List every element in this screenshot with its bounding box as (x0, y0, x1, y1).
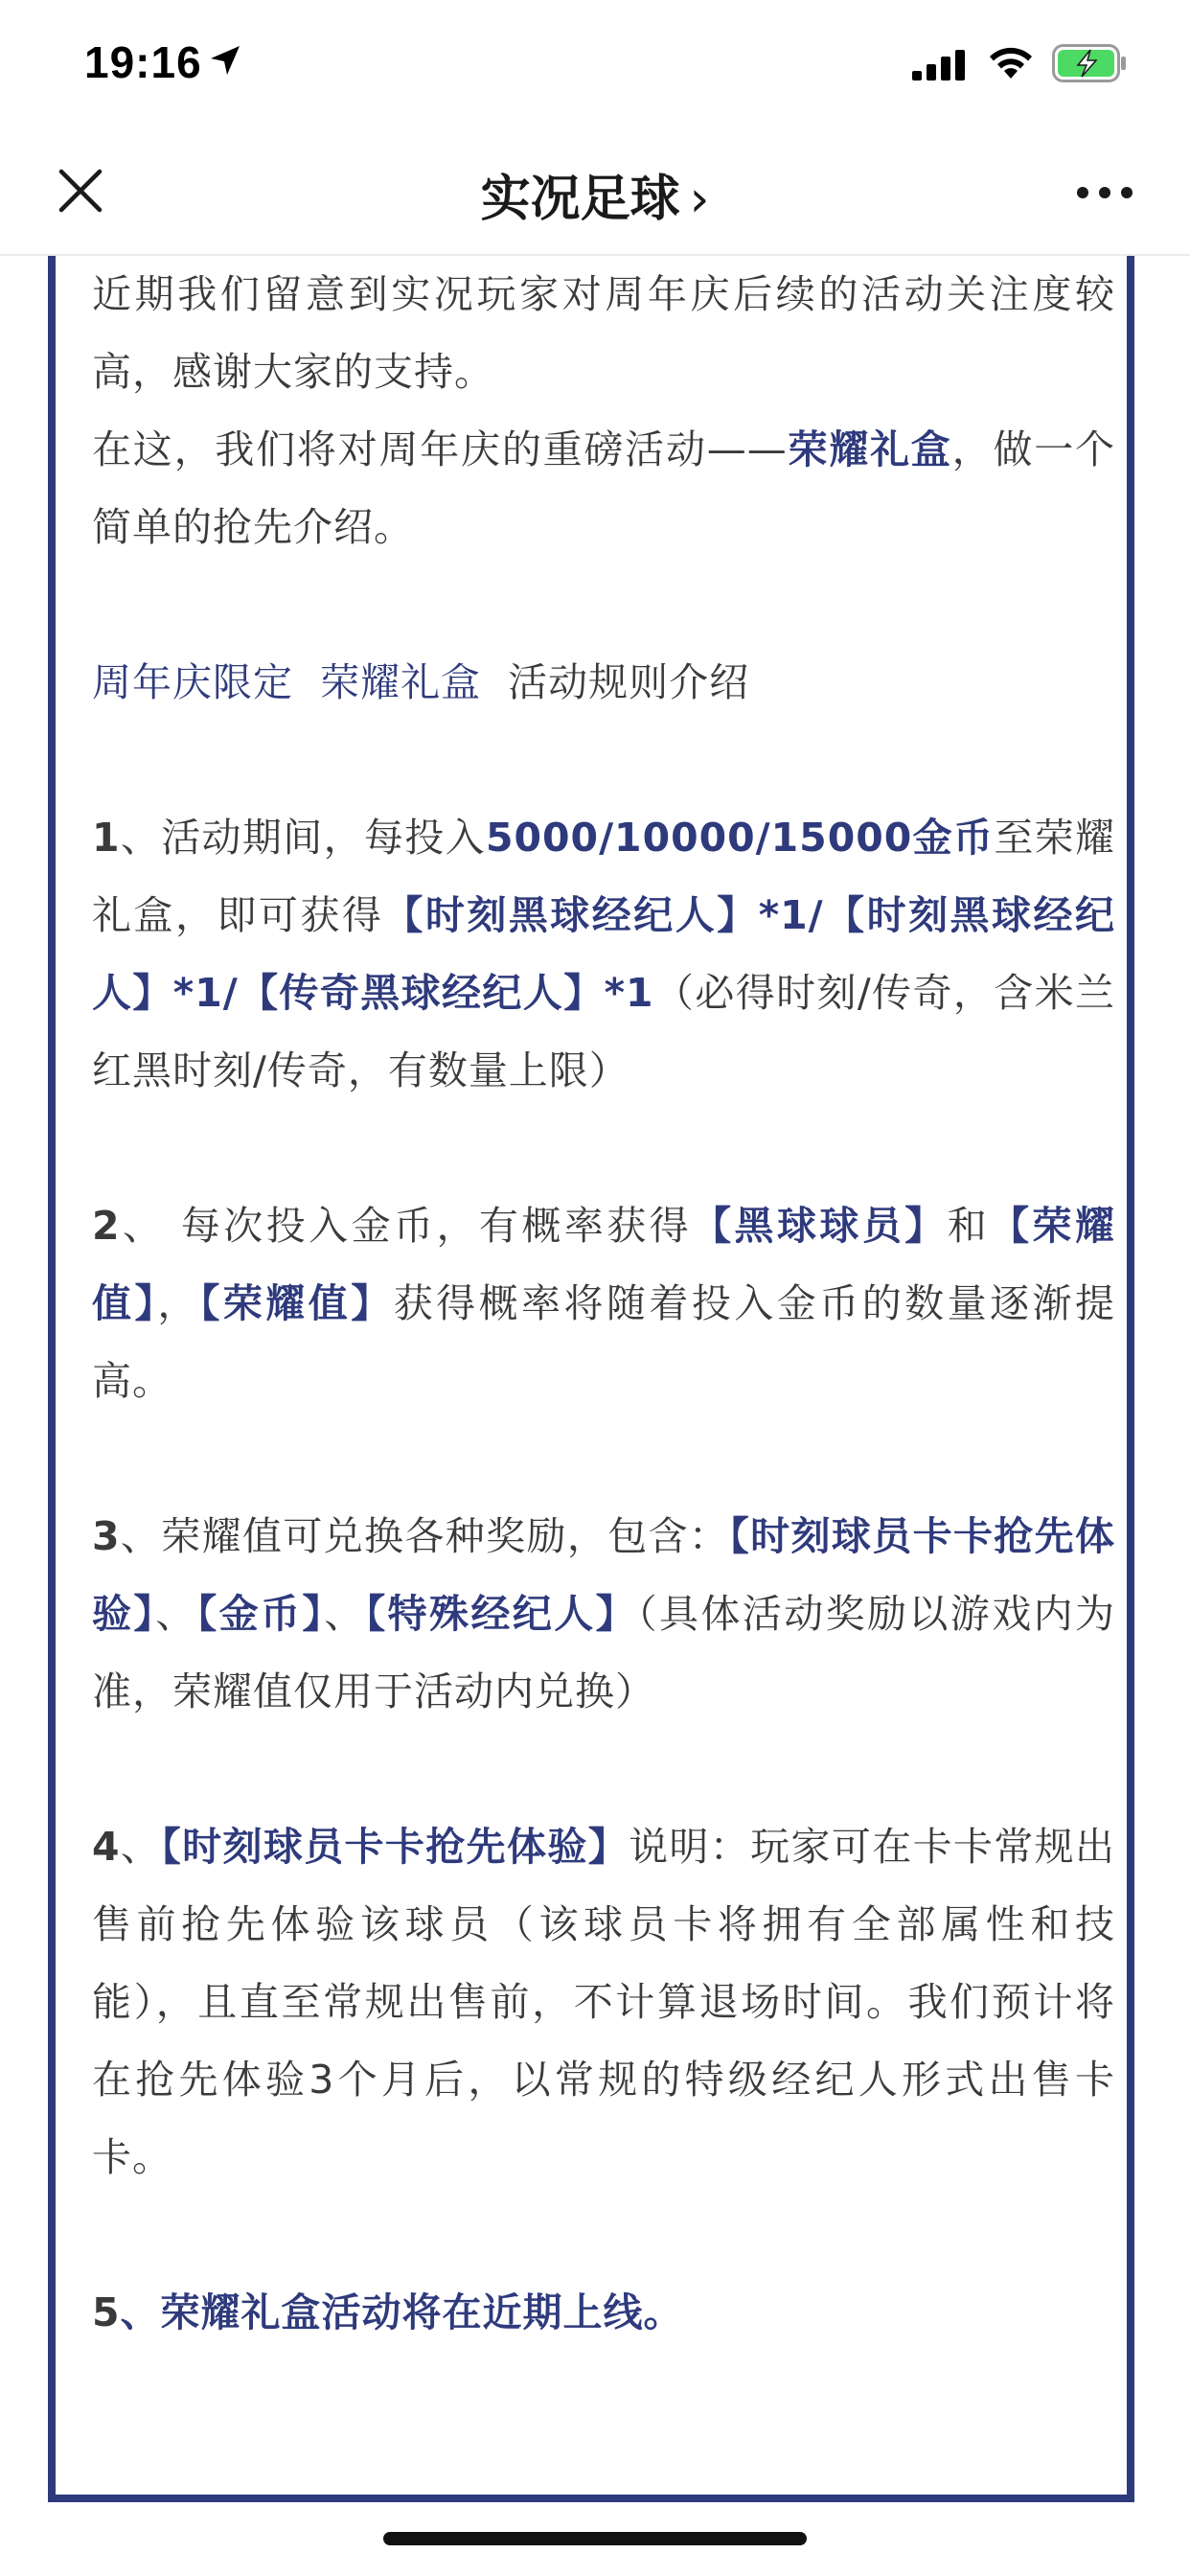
rule-text: 、 (120, 1824, 162, 1870)
rule-text: 至荣耀礼盒，即可获得 (92, 815, 1116, 938)
location-arrow-icon (209, 44, 241, 77)
heading-rules: 活动规则介绍 (508, 659, 750, 705)
rule-text: 、荣耀值可兑换各种奖励，包含： (120, 1513, 730, 1559)
rule-highlight: 【时刻球员卡卡抢先体验】 (161, 1824, 629, 1870)
intro-text: ，做一个简单的抢先介绍。 (92, 426, 1116, 550)
rule-highlight: 【黑球球员】 (692, 1203, 948, 1249)
rule-1 (92, 799, 1115, 1110)
rule-highlight: 【时刻黑球经纪人】*1/【时刻黑球经纪人】*1/【传奇黑球经纪人】*1 (92, 892, 1116, 1016)
rule-3 (92, 1498, 1115, 1731)
rule-number: 1 (92, 815, 121, 861)
rule-2 (92, 1187, 1115, 1420)
rule-number: 5 (92, 2289, 121, 2335)
article-frame (48, 256, 1134, 2502)
page-title: 实况足球 (480, 171, 680, 228)
rule-number: 2 (92, 1203, 121, 1249)
battery-charging-icon (1052, 44, 1129, 82)
intro-text: 在这，我们将对周年庆的重磅活动—— (92, 426, 788, 472)
rule-text: 获得概率将随着投入金币的数量逐渐提高。 (92, 1280, 1116, 1404)
more-icon[interactable] (1075, 185, 1134, 200)
rule-highlight: 【特殊经纪人】 (365, 1591, 638, 1637)
rule-text: 、 (155, 1591, 197, 1637)
rule-text: （必得时刻/传奇，含米兰红黑时刻/传奇，有数量上限） (92, 970, 1115, 1093)
rule-5 (92, 2274, 1115, 2352)
rule-text: （具体活动奖励以游戏内为准，荣耀值仅用于活动内兑换） (92, 1591, 1116, 1714)
rule-highlight: 【荣耀值】 (92, 1203, 1115, 1326)
rule-text: 、活动期间，每投入 (120, 815, 486, 861)
intro-paragraph-1: 近期我们留意到实况玩家对周年庆后续的活动关注度较高，感谢大家的支持。 (92, 271, 1115, 395)
rule-number: 3 (92, 1513, 121, 1559)
chevron-right-icon: › (689, 171, 710, 228)
heading-limited: 周年庆限定 (92, 659, 293, 705)
rules-heading (92, 644, 1115, 722)
intro-paragraph-2 (92, 411, 1115, 566)
rule-number: 4 (92, 1824, 121, 1870)
glory-box-highlight: 荣耀礼盒 (787, 426, 952, 472)
rule-text: 、 (120, 2289, 161, 2335)
account-title-link[interactable] (0, 158, 1190, 230)
rule-text: ， (157, 1280, 200, 1326)
signal-icon (912, 50, 968, 80)
wifi-icon (987, 44, 1035, 80)
heading-glory-box: 荣耀礼盒 (320, 659, 482, 705)
rule-4 (92, 1808, 1115, 2196)
rule-highlight: 5000/10000/15000金币 (485, 815, 995, 861)
home-indicator[interactable] (383, 2532, 807, 2545)
article-body (92, 256, 1115, 2352)
nav-bar (0, 129, 1190, 256)
rule-text: 和 (947, 1203, 991, 1249)
status-bar (0, 0, 1190, 129)
rule-text: 、 每次投入金币，有概率获得 (120, 1203, 693, 1249)
status-time: 19:16 (84, 37, 202, 87)
rule-text: 、 (324, 1591, 366, 1637)
rule-highlight: 【时刻球员卡卡抢先体验】 (92, 1513, 1116, 1637)
rule-text: 说明：玩家可在卡卡常规出售前抢先体验该球员（该球员卡将拥有全部属性和技能），且直至常规出售前，不计算退场时间。我们预计将在抢先体验3个月后，以常规的特级经纪人形式出售卡卡。 (92, 1824, 1116, 2180)
rule-highlight: 【金币】 (196, 1591, 325, 1637)
rule-highlight: 荣耀礼盒活动将在近期上线。 (160, 2289, 684, 2335)
rule-highlight: 【荣耀值】 (199, 1280, 394, 1326)
